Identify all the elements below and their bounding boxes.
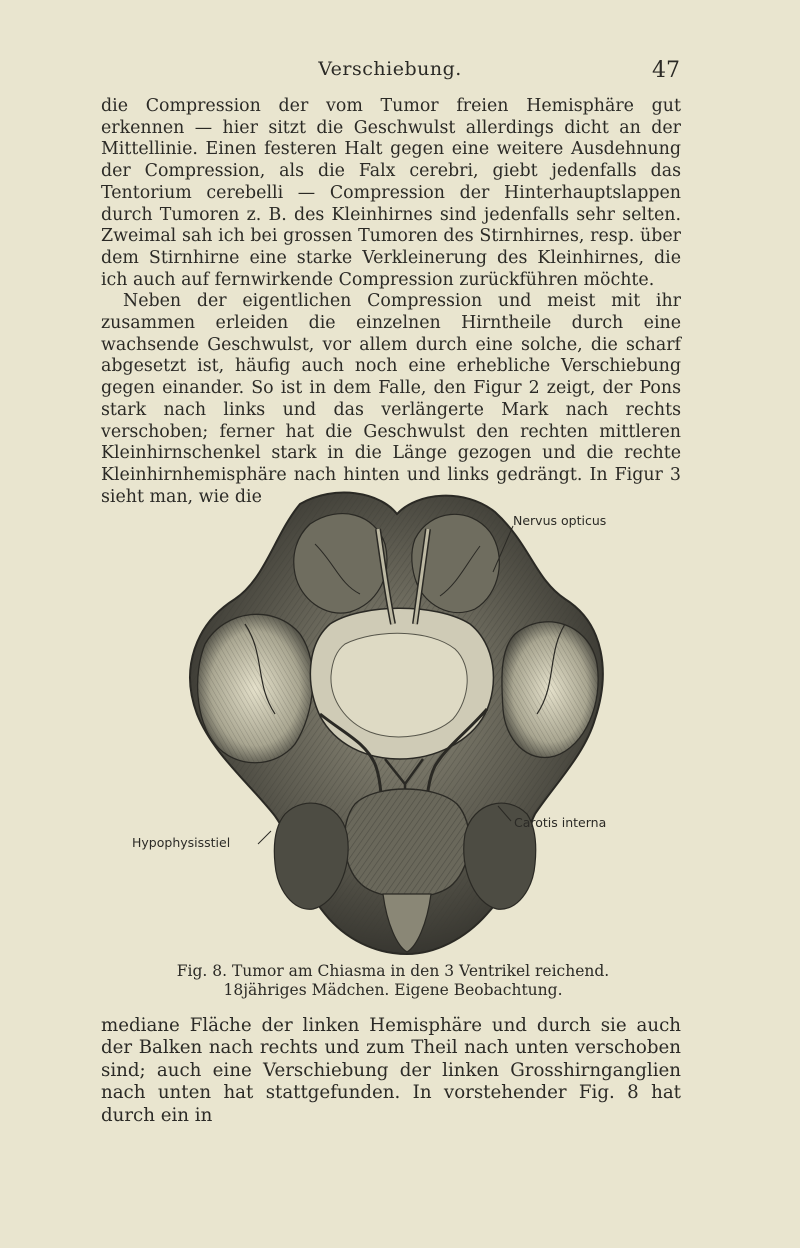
body-text-top (101, 96, 681, 508)
paragraph-2: Neben der eigentlichen Compression und meist mit ihr zusammen erleiden die einzelnen Hirntheile durch eine wachsende Geschwulst, vor allem durch eine solche, die scharf abgesetzt ist, häufig auch noch eine erhebliche Verschiebung gegen einander. So ist in dem Falle, den Figur 2 zeigt, der Pons stark nach links und das verlängerte Mark nach rechts verschoben; ferner hat die Geschwulst den rechten mittleren Kleinhirnschenkel stark in die Länge gezogen und die rechte Kleinhirnhemisphäre nach hinten und links gedrängt. In Figur 3 sieht man, wie die (101, 291, 681, 507)
body-text-bottom (101, 1015, 681, 1127)
paragraph-3: mediane Fläche der linken Hemisphäre und durch sie auch der Balken nach rechts und zum Theil nach unten verschoben sind; auch eine Verschiebung der linken Grosshirnganglien nach unten hat stattgefunden. In vorstehender Fig. 8 hat durch ein in (101, 1015, 681, 1126)
leader-hypophysisstiel (258, 831, 271, 844)
label-carotis-interna: Carotis interna (514, 815, 607, 830)
figure-8 (132, 484, 675, 958)
label-hypophysisstiel: Hypophysisstiel (132, 835, 231, 850)
page-header (100, 58, 680, 88)
page-number: 47 (652, 58, 680, 83)
paragraph-1: die Compression der vom Tumor freien Hemisphäre gut erkennen — hier sitzt die Geschwulst allerdings dicht an der Mittellinie. Einen festeren Halt gegen eine weitere Ausdehnung der Compression, als die Falx cerebri, giebt jedenfalls das Tentorium cerebelli — Compression der Hinterhauptslappen durch Tumoren z. B. des Kleinhirnes sind jedenfalls sehr selten. Zweimal sah ich bei grossen Tumoren des Stirnhirnes, resp. über dem Stirnhirne eine starke Verkleinerung des Kleinhirnes, die ich auch auf fernwirkende Compression zurückführen möchte. (101, 96, 681, 290)
brain-base-illustration (135, 484, 675, 958)
running-title: Verschiebung. (318, 58, 462, 80)
label-nervus-opticus: Nervus opticus (513, 513, 607, 528)
figure-caption: Fig. 8. Tumor am Chiasma in den 3 Ventrikel reichend. 18jähriges Mädchen. Eigene Beobachtung. (176, 962, 610, 999)
